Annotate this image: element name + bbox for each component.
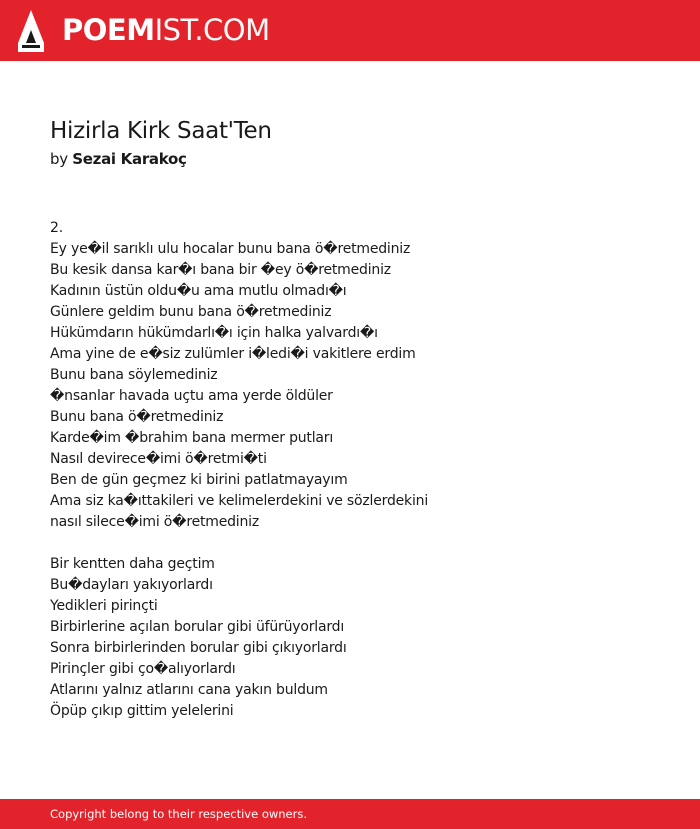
stanza-break — [50, 533, 428, 554]
poem-line: nasıl silece�imi ö�retmediniz — [50, 514, 260, 530]
poem-line: Öpüp çıkıp gittim yelelerini — [50, 703, 234, 719]
site-header — [0, 0, 700, 61]
poem-line: Bunu bana ö�retmediniz — [50, 409, 224, 425]
poem-line: Pirinçler gibi ço�alıyorlardı — [50, 661, 236, 677]
logo-text-light: IST.COM — [154, 13, 270, 47]
poem-line: Yedikleri pirinçti — [50, 598, 158, 614]
poem-line: 2. — [50, 220, 63, 236]
poem-line: Karde�im �brahim bana mermer putları — [50, 430, 334, 446]
poem-line: Kadının üstün oldu�u ama mutlu olmadı�ı — [50, 283, 347, 299]
poem-line: Bu�dayları yakıyorlardı — [50, 577, 213, 593]
poem-line: Nasıl devirece�imi ö�retmi�ti — [50, 451, 267, 467]
poem-line: Sonra birbirlerinden borular gibi çıkıyorlardı — [50, 640, 347, 656]
poem-line: Bu kesik dansa kar�ı bana bir �ey ö�retmediniz — [50, 262, 391, 278]
poem-line: Birbirlerine açılan borular gibi üfürüyorlardı — [50, 619, 345, 635]
by-label: by — [50, 150, 68, 168]
poem-line: �nsanlar havada uçtu ama yerde öldüler — [50, 388, 333, 404]
author-name: Sezai Karakoç — [72, 150, 187, 168]
logo-text-bold: POEM — [62, 13, 155, 47]
poem-line: Ama yine de e�siz zulümler i�ledi�i vakitlere erdim — [50, 346, 416, 362]
poem-line: Bunu bana söylemediniz — [50, 367, 218, 383]
poem-body — [50, 218, 428, 722]
poem-line: Günlere geldim bunu bana ö�retmediniz — [50, 304, 332, 320]
poem-line: Bir kentten daha geçtim — [50, 556, 215, 572]
site-logo[interactable] — [62, 12, 270, 48]
byline — [50, 149, 187, 169]
poem-line: Ben de gün geçmez ki birini patlatmayayım — [50, 472, 348, 488]
poem-line: Ama siz ka�ıttakileri ve kelimelerdekini ve sözlerdekini — [50, 493, 429, 509]
site-footer — [0, 799, 700, 829]
poem-line: Atlarını yalnız atlarını cana yakın buldum — [50, 682, 328, 698]
poem-line: Hükümdarın hükümdarlı�ı için halka yalvardı�ı — [50, 325, 378, 341]
pencil-logo-icon[interactable] — [18, 10, 44, 52]
copyright-text: Copyright belong to their respective owners. — [50, 807, 308, 821]
poem-line: Ey ye�il sarıklı ulu hocalar bunu bana ö�retmediniz — [50, 241, 411, 257]
poem-title: Hizirla Kirk Saat'Ten — [50, 118, 272, 144]
